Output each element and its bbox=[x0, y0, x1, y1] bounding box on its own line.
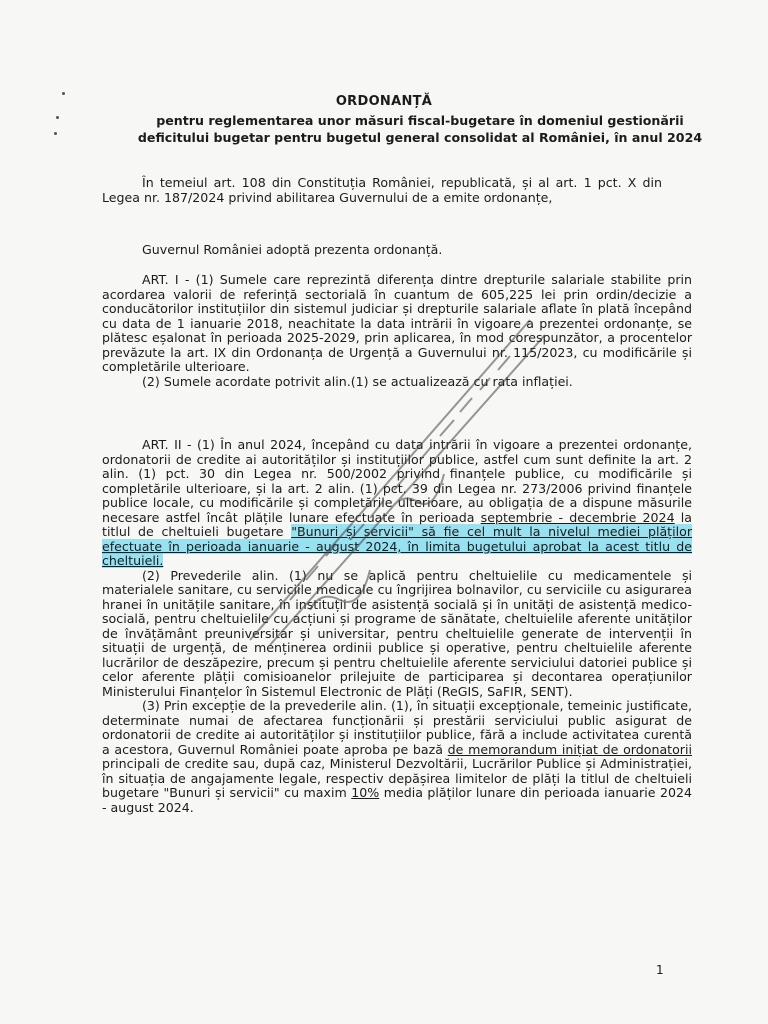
art2-p1-text: ART. II - (1) În anul 2024, începând cu data intrării în vigoare a prezentei ordonanțe, ordonatorii de credite ai autorităților și instituțiilor publice, astfel cum sunt definite la art. 2 alin. (1) pct. 30 din Legea nr. 500/2002 privind finanțele publice, cu modificările și completările ulterioare, și la art. 2 alin. (1) pct. 39 din Legea nr. 273/2006 privind finanțele publice locale, cu modificările și completările ulterioare, au obligația de a dispune măsurile necesare astfel încât plățile lunare efectuate în perioada bbox=[102, 437, 692, 525]
preamble bbox=[102, 176, 662, 205]
margin-mark bbox=[54, 132, 57, 135]
article-1-paragraph-1: ART. I - (1) Sumele care reprezintă diferența dintre drepturile salariale stabilite prin acordarea valorii de referință sectorială în cuantum de 605,225 lei prin ordin/decizie a conducătorilor instituțiilor din sistemul judiciar și drepturile salariale aflate în plată începând cu data de 1 ianuarie 2018, neachitate la data intrării în vigoare a prezentei ordonanțe, se plătesc eșalonat în perioada 2025-2029, prin aplicarea, în mod corespunzător, a procentelor prevăzute la art. IX din Ordonanța de Urgență a Guvernului nr. 115/2023, cu modificările și completările ulterioare. bbox=[102, 272, 692, 374]
article-2-paragraph-1 bbox=[102, 438, 692, 569]
article-2 bbox=[102, 438, 692, 815]
article-2-paragraph-3 bbox=[102, 699, 692, 815]
art2-p3-text: (3) Prin excepție de la prevederile alin. (1), în situații excepționale, temeinic justificate, determinate numai de afectarea funcționării și prestării serviciului public asigurat de ordonatorii de credite ai autorităților și instituțiilor publice, fără a include activitatea curentă a acestora, Guvernul României poate aproba pe bază bbox=[102, 698, 692, 757]
margin-mark bbox=[56, 116, 59, 119]
page-number: 1 bbox=[656, 963, 664, 977]
adoption-statement bbox=[102, 243, 662, 258]
article-2-paragraph-2: (2) Prevederile alin. (1) nu se aplică pentru cheltuielile cu medicamentele și materialele sanitare, cu serviciile medicale cu îngrijirea bolnavilor, cu serviciile cu asigurarea hranei în unitățile sanitare, în instituții de asistență socială și în unități de asistență medico-socială, pentru cheltuielile cu acțiuni și programe de sănătate, cheltuielile aferente unităților de învățământ preuniversitar și universitar, pentru cheltuielile generate de intervenții în situații de urgență, de menținerea ordinii publice și operative, pentru cheltuielile aferente lucrărilor de deszăpezire, precum și pentru cheltuielile aferente serviciului datoriei publice și celor aferente plății comisioanelor prilejuite de participarea și decontarea operațiunilor Ministerului Finanțelor în Sistemul Electronic de Plăți (ReGIS, SaFIR, SENT). bbox=[102, 567, 692, 699]
subtitle-line-1: pentru reglementarea unor măsuri fiscal-bugetare în domeniul gestionării bbox=[156, 113, 684, 128]
article-1-paragraph-2: (2) Sumele acordate potrivit alin.(1) se actualizează cu rata inflației. bbox=[142, 373, 573, 389]
adoption-text: Guvernul României adoptă prezenta ordonanță. bbox=[142, 242, 443, 257]
art2-p3-underlined: de memorandum inițiat de ordonatorii bbox=[447, 741, 692, 757]
preamble-text: În temeiul art. 108 din Constituția României, republicată, și al art. 1 pct. X din Legea nr. 187/2024 privind abilitarea Guvernului de a emite ordonanțe, bbox=[102, 175, 662, 205]
art2-p3-percent: 10% bbox=[351, 785, 380, 800]
art2-p3-text-3: media plăților lunare din perioada ianuarie 2024 - august 2024. bbox=[102, 785, 692, 815]
art2-p3-text-2: principali de credite sau, după caz, Ministerul Dezvoltării, Lucrărilor Publice și Administrației, în situația de angajamente legale, respectiv depășirea limitelor de plăți la titlul de cheltuieli bugetare "Bunuri și servicii" cu maxim bbox=[102, 756, 692, 800]
art2-p1-text-2: la titlul de cheltuieli bugetare bbox=[102, 509, 692, 539]
document-title: ORDONANȚĂ bbox=[335, 94, 433, 109]
document-subtitle bbox=[120, 112, 720, 146]
subtitle-line-2: deficitului bugetar pentru bugetul general consolidat al României, în anul 2024 bbox=[137, 130, 703, 145]
art2-p1-underlined: septembrie - decembrie 2024 bbox=[480, 509, 675, 525]
article-1 bbox=[102, 273, 692, 389]
highlighted-passage: "Bunuri și servicii" să fie cel mult la nivelul mediei plăților efectuate în perioada ianuarie - august 2024, în limita bugetului aprobat la acest titlu de cheltuieli. bbox=[102, 524, 693, 568]
